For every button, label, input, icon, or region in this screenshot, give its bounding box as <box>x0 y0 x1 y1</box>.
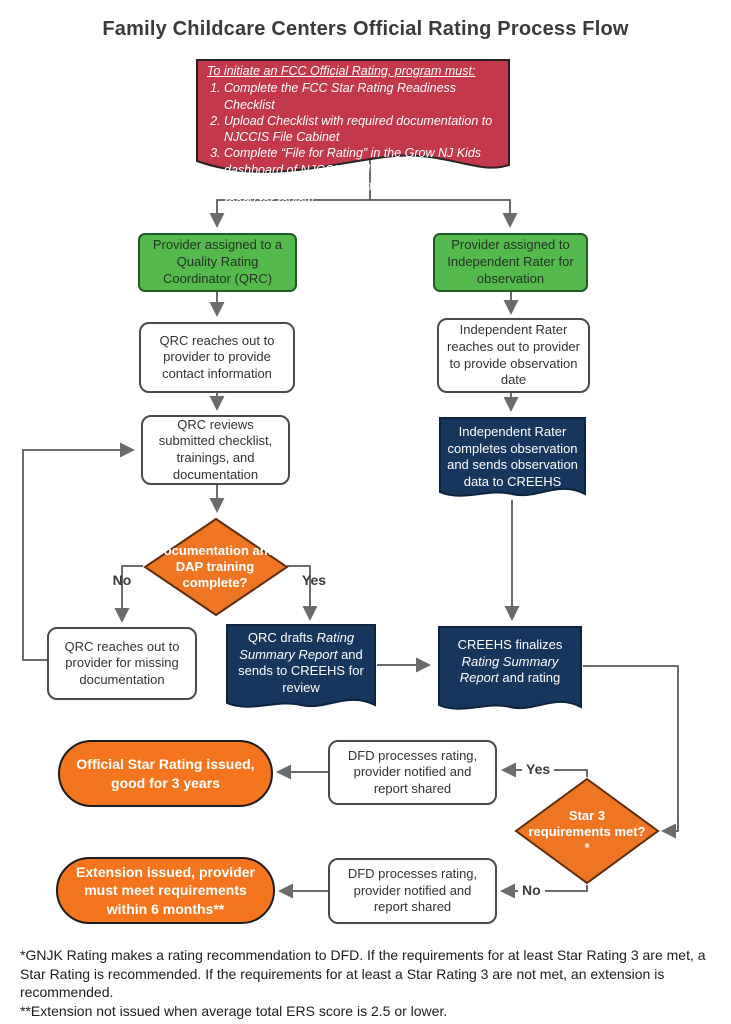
footnotes <box>20 946 722 1020</box>
doc-qrc-drafts-text <box>231 630 371 697</box>
node-provider-assigned-qrc: Provider assigned to a Quality Rating Coordinator (QRC) <box>138 233 297 292</box>
doc-creehs-finalizes-text <box>447 637 573 687</box>
initiation-banner-text <box>207 63 501 210</box>
node-qrc-contact: QRC reaches out to provider to provide contact information <box>139 322 295 393</box>
banner-step: 3. Complete “File for Rating” in the Grow NJ Kids dashboard of NJCCIS and email gnjkrating@montclair.edu to notify submission is ready for review <box>224 145 501 210</box>
edge-label-no-star3: No <box>518 882 545 898</box>
doc-creehs-pre: CREEHS finalizes <box>457 637 563 652</box>
footnote-extension: **Extension not issued when average total ERS score is 2.5 or lower. <box>20 1002 448 1019</box>
node-provider-assigned-rater: Provider assigned to Independent Rater for observation <box>433 233 588 292</box>
edge-label-no-documentation: No <box>112 572 132 588</box>
banner-heading: To initiate an FCC Official Rating, program must: <box>207 64 476 78</box>
decision-star3-text: Star 3 requirements met?* <box>528 808 646 855</box>
doc-creehs-post: and rating <box>502 670 561 686</box>
doc-qrc-drafts-post: and sends to CREEHS for review <box>238 646 364 695</box>
doc-creehs-report-title: Rating Summary Report <box>459 653 559 686</box>
node-qrc-missing-documentation: QRC reaches out to provider for missing documentation <box>47 627 197 700</box>
banner-step: 1. Complete the FCC Star Rating Readiness Checklist <box>224 80 501 113</box>
decision-documentation-text: Documentation and DAP training complete? <box>154 543 276 590</box>
banner-step: 2. Upload Checklist with required documentation to NJCCIS File Cabinet <box>224 113 501 146</box>
outcome-official-rating: Official Star Rating issued, good for 3 years <box>58 740 273 807</box>
edge-label-yes-star3: Yes <box>522 761 554 777</box>
banner-step-list <box>207 80 501 210</box>
node-rater-contact: Independent Rater reaches out to provider to provide observation date <box>437 318 590 393</box>
node-dfd-processes-bottom: DFD processes rating, provider notified and report shared <box>328 858 497 924</box>
page-title: Family Childcare Centers Official Rating Process Flow <box>102 18 629 40</box>
doc-qrc-drafts-pre: QRC drafts <box>247 630 313 645</box>
doc-rater-observation-text: Independent Rater completes observation and sends observation data to CREEHS <box>447 424 578 489</box>
connector-star-no-to-dfd-bottom <box>503 885 587 891</box>
outcome-extension-issued: Extension issued, provider must meet requirements within 6 months** <box>56 857 275 924</box>
node-qrc-reviews: QRC reviews submitted checklist, trainings, and documentation <box>141 415 290 485</box>
footnote-star-rating: *GNJK Rating makes a rating recommendation to DFD. If the requirements for at least Star Rating 3 are met, a Star Rating is recommended. If the requirements for at least a Star Rating 3 are not met, an extension is recommended. <box>20 947 706 1001</box>
doc-qrc-drafts-report-title: Rating Summary Report <box>239 630 355 662</box>
edge-label-yes-documentation: Yes <box>301 572 327 588</box>
node-dfd-processes-top: DFD processes rating, provider notified and report shared <box>328 740 497 805</box>
